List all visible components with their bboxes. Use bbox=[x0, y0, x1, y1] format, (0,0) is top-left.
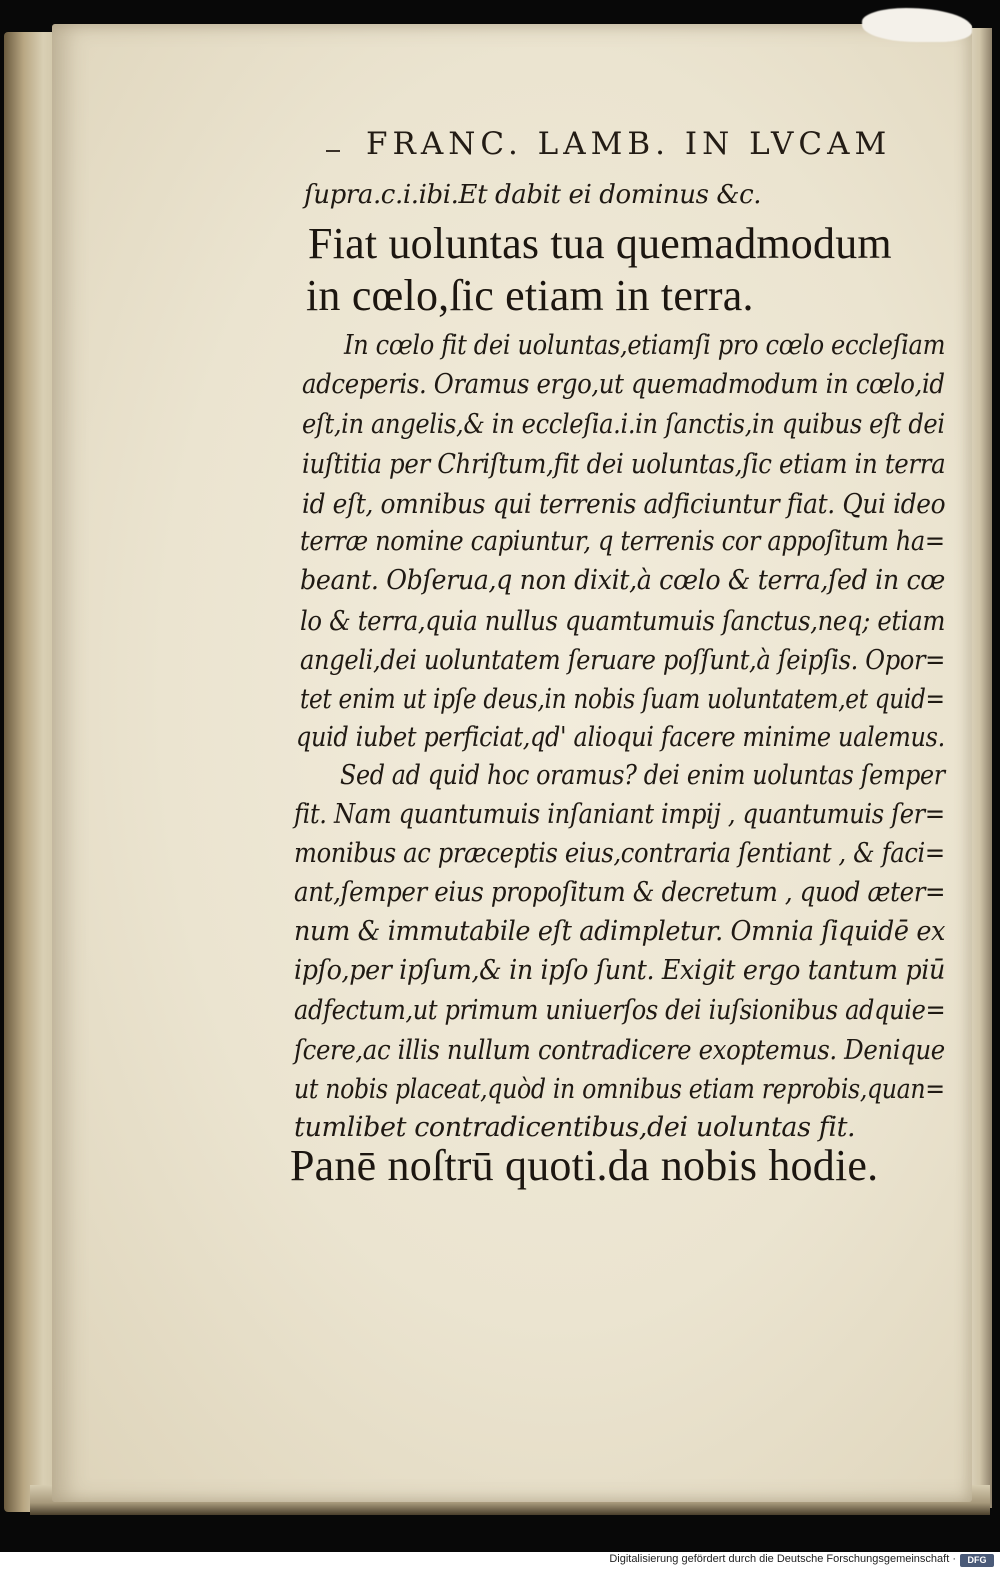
page-tear bbox=[862, 8, 972, 42]
text-line: terræ nomine capiuntur, q terrenis cor appoſitum ha= bbox=[300, 526, 945, 557]
text-line: angeli,dei uoluntatem ſeruare poſſunt,à ſeipſis. Opor= bbox=[300, 645, 946, 676]
text-line: lo & terra,quia nullus quamtumuis ſanctus,neq; etiam bbox=[300, 606, 946, 637]
text-line: fit. Nam quantumuis inſaniant impij , quantumuis ſer= bbox=[294, 799, 945, 830]
text-line: quid iubet perficiat,qd' alioqui facere minime ualemus. bbox=[296, 722, 945, 753]
running-head-mark bbox=[326, 150, 340, 152]
funding-notice: Digitalisierung gefördert durch die Deutsche Forschungsgemeinschaft · bbox=[609, 1553, 956, 1565]
text-line: ſupra.c.i.ibi.Et dabit ei dominus &c. bbox=[304, 180, 762, 210]
text-line: monibus ac præceptis eius,contraria ſentiant , & faci= bbox=[294, 838, 945, 869]
text-line: Sed ad quid hoc oramus? dei enim uoluntas ſemper bbox=[340, 760, 945, 791]
verse-heading: Fiat uoluntas tua quemadmodum bbox=[308, 219, 892, 268]
text-line: eſt,in angelis,& in eccleſia.i.in ſanctis,in quibus eſt dei bbox=[302, 409, 945, 440]
text-line: adceperis. Oramus ergo,ut quemadmodum in cœlo,id bbox=[302, 369, 945, 400]
text-line: num & immutabile eſt adimpletur. Omnia ſiquidē ex bbox=[294, 916, 946, 947]
footer-bar bbox=[0, 1552, 1000, 1569]
dfg-logo: DFG bbox=[960, 1554, 994, 1567]
text-line: tumlibet contradicentibus,dei uoluntas fit. bbox=[294, 1112, 856, 1143]
text-line: tet enim ut ipſe deus,in nobis ſuam uoluntatem,et quid= bbox=[300, 684, 945, 715]
text-line: ſcere,ac illis nullum contradicere exoptemus. Denique bbox=[294, 1035, 945, 1066]
text-line: adfectum,ut primum uniuerſos dei iuſsionibus adquie= bbox=[294, 995, 946, 1026]
text-line: beant. Obſerua,q non dixit,à cœlo & terra,ſed in cœ bbox=[300, 565, 945, 596]
text-line: ipſo,per ipſum,& in ipſo ſunt. Exigit ergo tantum piū bbox=[294, 955, 945, 986]
verse-heading: in cœlo,ſic etiam in terra. bbox=[306, 271, 754, 320]
running-head: FRANC. LAMB. IN LVCAM bbox=[366, 126, 892, 162]
verse-heading: Panē noſtrū quoti.da nobis hodie. bbox=[290, 1141, 879, 1190]
text-line: id eſt, omnibus qui terrenis adficiuntur fiat. Qui ideo bbox=[302, 489, 946, 520]
text-line: In cœlo fit dei uoluntas,etiamſi pro cœlo eccleſiam bbox=[344, 330, 946, 361]
text-line: ut nobis placeat,quòd in omnibus etiam reprobis,quan= bbox=[294, 1074, 945, 1105]
text-line: iuſtitia per Chriſtum,fit dei uoluntas,ſic etiam in terra bbox=[302, 449, 946, 480]
text-line: ant,ſemper eius propoſitum & decretum , quod æter= bbox=[294, 877, 946, 908]
